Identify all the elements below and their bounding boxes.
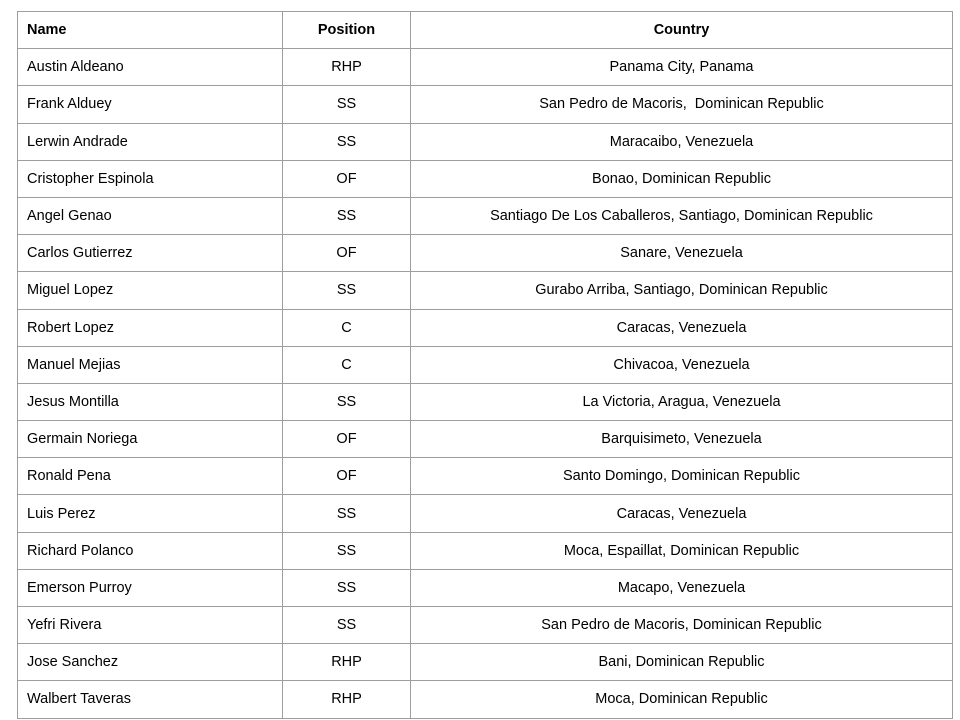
table-row xyxy=(18,644,953,681)
table-row xyxy=(18,49,953,86)
player-country: Panama City, Panama xyxy=(411,49,953,86)
table-row xyxy=(18,383,953,420)
player-name: Angel Genao xyxy=(18,197,283,234)
player-country: Moca, Espaillat, Dominican Republic xyxy=(411,532,953,569)
table-row xyxy=(18,495,953,532)
player-position: SS xyxy=(283,569,411,606)
player-position: RHP xyxy=(283,644,411,681)
player-name: Walbert Taveras xyxy=(18,681,283,718)
player-position: SS xyxy=(283,532,411,569)
table-row xyxy=(18,421,953,458)
player-position: SS xyxy=(283,495,411,532)
player-country: Chivacoa, Venezuela xyxy=(411,346,953,383)
header-row xyxy=(18,12,953,49)
table-row xyxy=(18,160,953,197)
player-country: La Victoria, Aragua, Venezuela xyxy=(411,383,953,420)
table-row xyxy=(18,235,953,272)
player-country: Macapo, Venezuela xyxy=(411,569,953,606)
player-name: Richard Polanco xyxy=(18,532,283,569)
player-name: Cristopher Espinola xyxy=(18,160,283,197)
player-position: SS xyxy=(283,197,411,234)
player-name: Miguel Lopez xyxy=(18,272,283,309)
table-row xyxy=(18,346,953,383)
player-name: Jose Sanchez xyxy=(18,644,283,681)
player-name: Jesus Montilla xyxy=(18,383,283,420)
player-position: C xyxy=(283,346,411,383)
header-name: Name xyxy=(18,12,283,49)
player-position: OF xyxy=(283,160,411,197)
player-country: San Pedro de Macoris, Dominican Republic xyxy=(411,86,953,123)
header-position: Position xyxy=(283,12,411,49)
roster-body xyxy=(18,49,953,718)
player-position: OF xyxy=(283,458,411,495)
player-position: RHP xyxy=(283,49,411,86)
player-name: Emerson Purroy xyxy=(18,569,283,606)
player-country: Caracas, Venezuela xyxy=(411,495,953,532)
table-row xyxy=(18,123,953,160)
roster-table xyxy=(17,11,953,719)
player-country: Bani, Dominican Republic xyxy=(411,644,953,681)
player-country: Gurabo Arriba, Santiago, Dominican Republic xyxy=(411,272,953,309)
player-position: RHP xyxy=(283,681,411,718)
player-name: Manuel Mejias xyxy=(18,346,283,383)
player-name: Austin Aldeano xyxy=(18,49,283,86)
player-name: Carlos Gutierrez xyxy=(18,235,283,272)
player-country: Barquisimeto, Venezuela xyxy=(411,421,953,458)
table-row xyxy=(18,607,953,644)
player-position: SS xyxy=(283,272,411,309)
player-country: San Pedro de Macoris, Dominican Republic xyxy=(411,607,953,644)
player-name: Robert Lopez xyxy=(18,309,283,346)
table-row xyxy=(18,86,953,123)
player-position: SS xyxy=(283,86,411,123)
player-country: Santo Domingo, Dominican Republic xyxy=(411,458,953,495)
player-position: C xyxy=(283,309,411,346)
header-country: Country xyxy=(411,12,953,49)
table-row xyxy=(18,532,953,569)
player-country: Sanare, Venezuela xyxy=(411,235,953,272)
player-name: Ronald Pena xyxy=(18,458,283,495)
player-country: Moca, Dominican Republic xyxy=(411,681,953,718)
player-name: Yefri Rivera xyxy=(18,607,283,644)
player-name: Luis Perez xyxy=(18,495,283,532)
player-position: SS xyxy=(283,607,411,644)
table-row xyxy=(18,197,953,234)
table-row xyxy=(18,681,953,718)
player-country: Caracas, Venezuela xyxy=(411,309,953,346)
table-row xyxy=(18,309,953,346)
player-name: Germain Noriega xyxy=(18,421,283,458)
player-position: SS xyxy=(283,123,411,160)
player-position: OF xyxy=(283,421,411,458)
player-position: OF xyxy=(283,235,411,272)
player-position: SS xyxy=(283,383,411,420)
player-name: Frank Alduey xyxy=(18,86,283,123)
player-country: Bonao, Dominican Republic xyxy=(411,160,953,197)
table-row xyxy=(18,272,953,309)
player-country: Santiago De Los Caballeros, Santiago, Dominican Republic xyxy=(411,197,953,234)
player-name: Lerwin Andrade xyxy=(18,123,283,160)
table-row xyxy=(18,458,953,495)
table-row xyxy=(18,569,953,606)
player-country: Maracaibo, Venezuela xyxy=(411,123,953,160)
